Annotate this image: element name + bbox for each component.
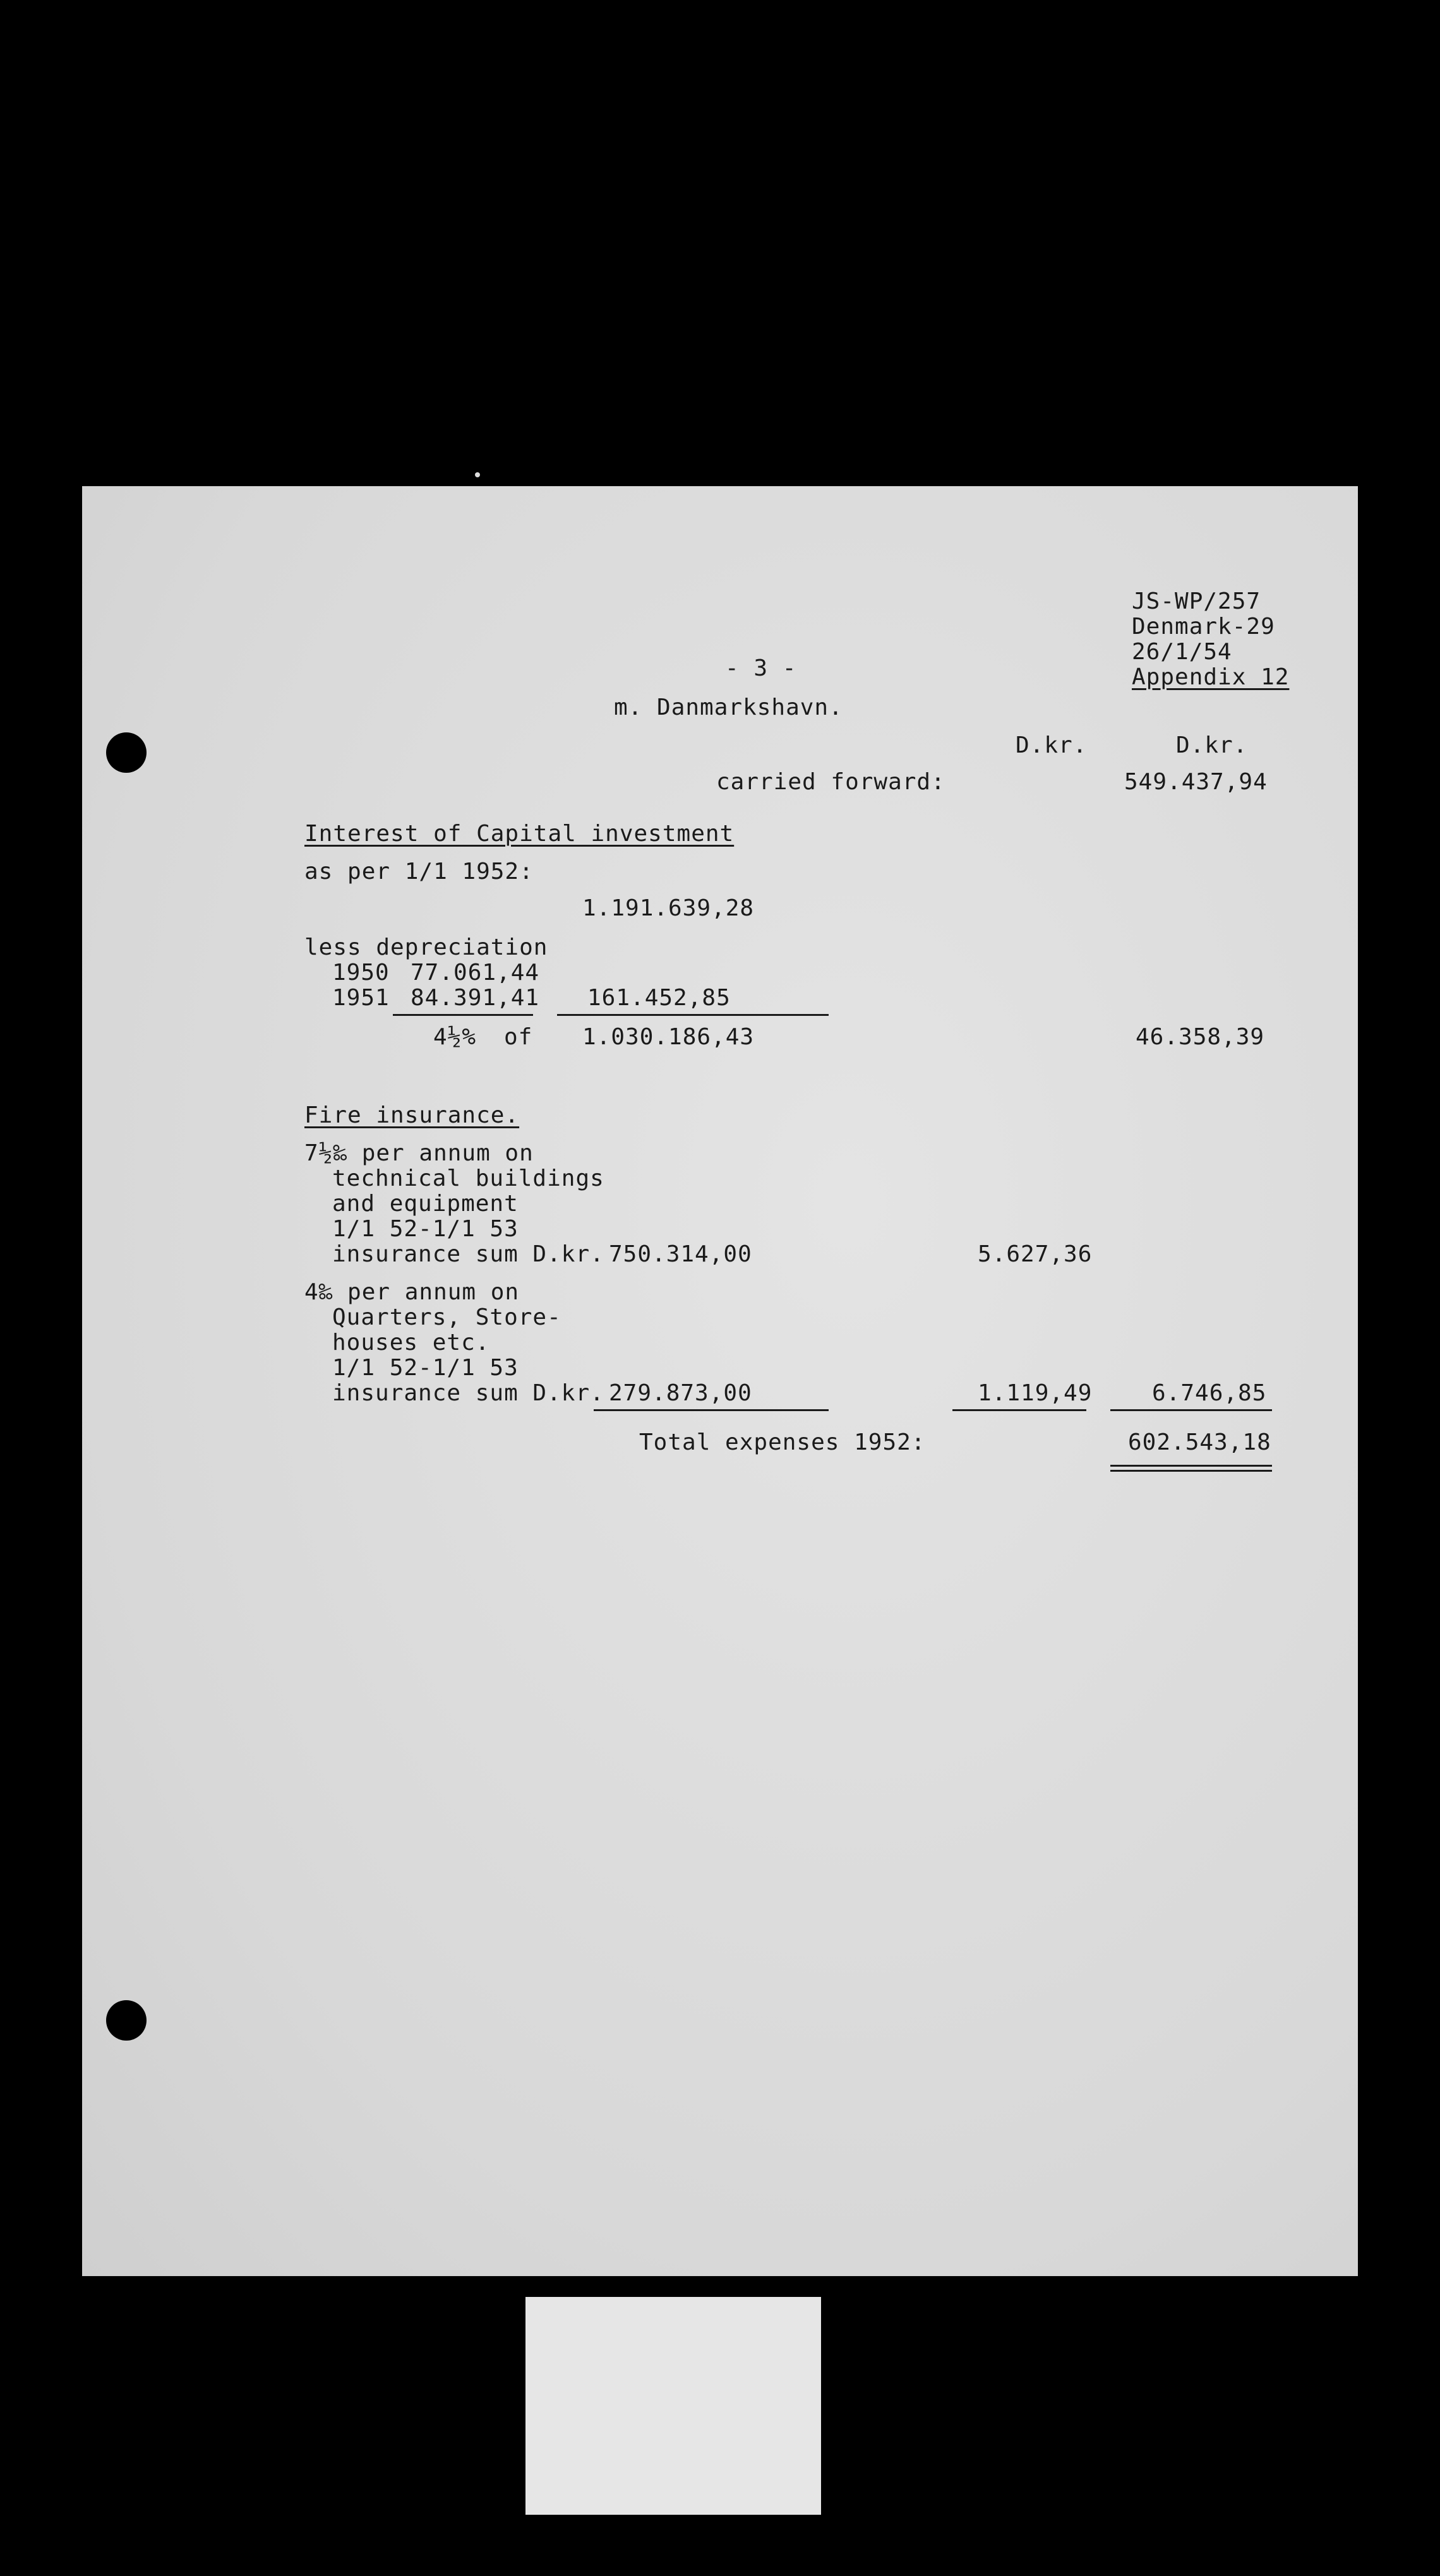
- fire-a-line3: and equipment: [332, 1191, 519, 1217]
- total-amount: 602.543,18: [1128, 1429, 1271, 1455]
- interest-heading: Interest of Capital investment: [304, 821, 735, 847]
- dust-speck: [475, 472, 480, 477]
- fire-b-rate: 4‰ per annum on: [304, 1279, 520, 1305]
- document-page: [82, 486, 1358, 2276]
- fire-b-period: 1/1 52-1/1 53: [332, 1355, 519, 1381]
- interest-base: 1.030.186,43: [582, 1024, 755, 1050]
- fire-a-sum-label: insurance sum D.kr.: [332, 1241, 604, 1267]
- carried-forward-amount: 549.437,94: [1124, 769, 1268, 795]
- section-title: m. Danmarkshavn.: [614, 695, 843, 720]
- column-header-1: D.kr.: [1016, 732, 1088, 758]
- fire-a-line2: technical buildings: [332, 1166, 604, 1191]
- dep-1951-value: 84.391,41: [411, 985, 540, 1011]
- country-code: Denmark-29: [1132, 614, 1275, 640]
- carried-forward-label: carried forward:: [716, 769, 945, 795]
- fire-subtotal-underline: [1110, 1409, 1272, 1411]
- fire-a-rate: 7½‰ per annum on: [304, 1140, 534, 1166]
- appendix-label: Appendix 12: [1132, 664, 1290, 690]
- fire-b-sum-underline: [594, 1409, 829, 1411]
- fire-b-amount-underline: [952, 1409, 1086, 1411]
- document-date: 26/1/54: [1132, 639, 1232, 665]
- fire-heading: Fire insurance.: [304, 1102, 520, 1128]
- interest-of: of: [504, 1024, 533, 1050]
- fire-b-line3: houses etc.: [332, 1330, 490, 1356]
- ref-number: JS-WP/257: [1132, 588, 1261, 614]
- interest-less-depreciation: less depreciation: [304, 934, 548, 960]
- dep-1951-label: 1951: [332, 985, 390, 1011]
- dep-1950-label: 1950: [332, 960, 390, 986]
- dep-1951-underline: [393, 1014, 533, 1016]
- frame-label-card: [525, 2297, 821, 2515]
- dep-1950-value: 77.061,44: [411, 960, 540, 986]
- dep-total: 161.452,85: [587, 985, 731, 1011]
- interest-rate: 4½%: [433, 1024, 477, 1050]
- column-header-2: D.kr.: [1176, 732, 1248, 758]
- fire-b-sum-label: insurance sum D.kr.: [332, 1380, 604, 1406]
- dep-total-underline: [557, 1014, 829, 1016]
- punch-hole-bottom: [106, 2000, 147, 2041]
- punch-hole-top: [106, 732, 147, 773]
- page-number: - 3 -: [725, 655, 797, 681]
- fire-a-period: 1/1 52-1/1 53: [332, 1216, 519, 1242]
- fire-subtotal: 6.746,85: [1152, 1380, 1267, 1406]
- fire-b-line2: Quarters, Store-: [332, 1304, 561, 1330]
- interest-result: 46.358,39: [1136, 1024, 1265, 1050]
- total-double-underline-1: [1110, 1465, 1272, 1467]
- fire-b-amount: 1.119,49: [978, 1380, 1093, 1406]
- interest-capital: 1.191.639,28: [582, 895, 755, 921]
- interest-as-per: as per 1/1 1952:: [304, 859, 534, 885]
- fire-b-sum: 279.873,00: [609, 1380, 752, 1406]
- fire-a-sum: 750.314,00: [609, 1241, 752, 1267]
- total-label: Total expenses 1952:: [639, 1429, 926, 1455]
- total-double-underline-2: [1110, 1470, 1272, 1472]
- fire-a-amount: 5.627,36: [978, 1241, 1093, 1267]
